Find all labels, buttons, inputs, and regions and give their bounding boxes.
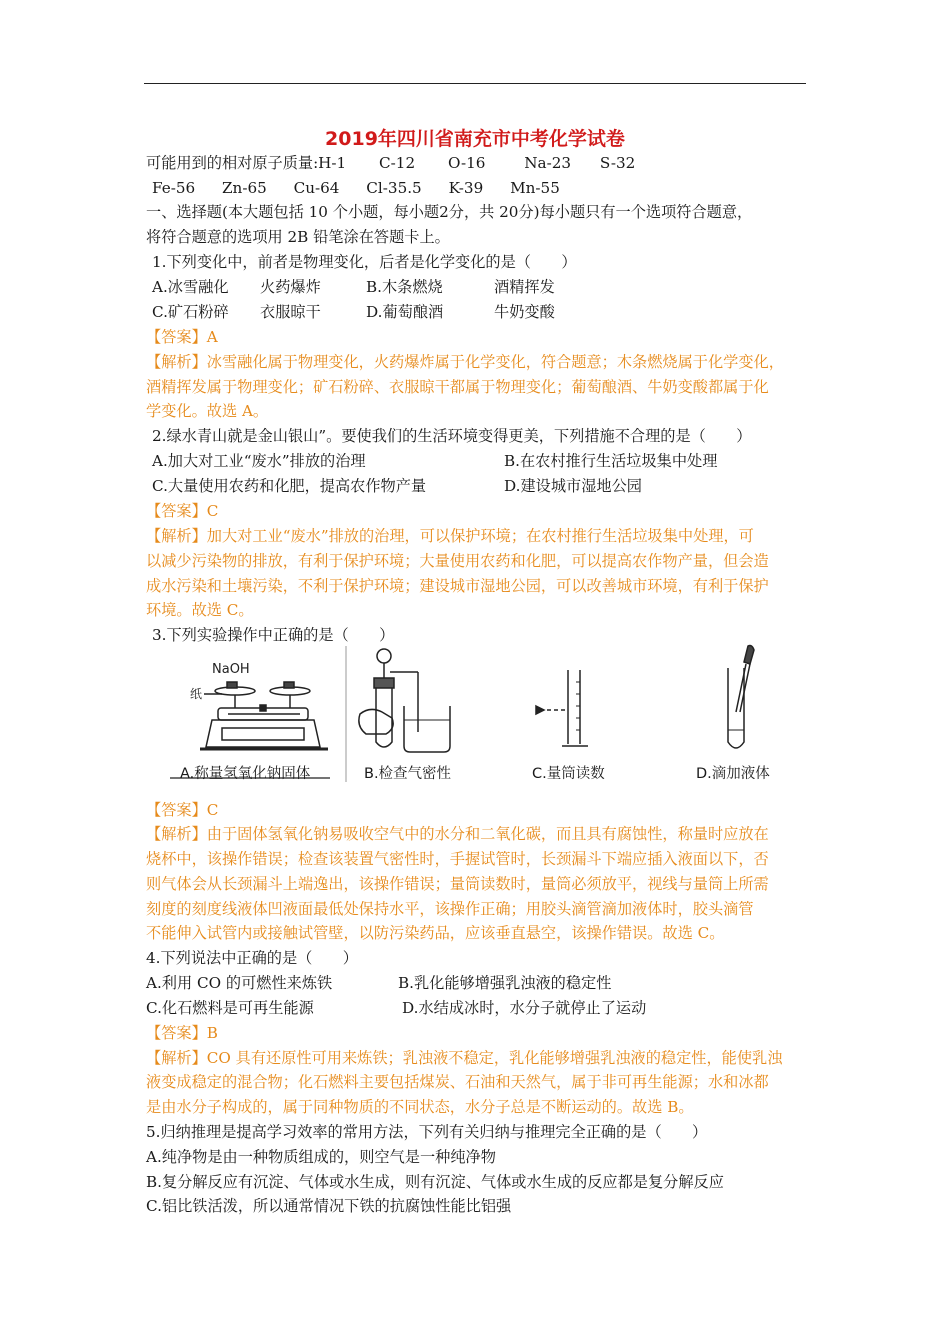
question-4-options-cd [146, 996, 810, 1021]
question-4-analysis-line: 是由水分子构成的，属于同种物质的不同状态，水分子总是不断运动的。故选 B。 [146, 1098, 694, 1116]
atomic-mass-label: 可能用到的相对原子质量:H-1 [146, 154, 347, 172]
question-3-analysis-line: 刻度的刻度线液体凹液面最低处保持水平，该操作正确；用胶头滴管滴加液体时，胶头滴管 [146, 900, 754, 918]
atomic-mass-item: Zn-65 [221, 179, 267, 197]
option-c: C.化石燃料是可再生能源 [146, 999, 314, 1017]
section-heading-1: 一、选择题(本大题包括 10 个小题，每小题2分，共 20分)每小题只有一个选项符合题意， [146, 203, 753, 221]
option-a: A.纯净物是由一种物质组成的，则空气是一种纯净物 [146, 1148, 496, 1166]
option-a-2: 火药爆炸 [260, 278, 321, 296]
cylinder-illustration [536, 670, 588, 746]
naoh-label: NaOH [212, 662, 250, 677]
option-c: C.铝比铁活泼，所以通常情况下铁的抗腐蚀性能比铝强 [146, 1197, 512, 1215]
question-4-answer: 【答案】B [146, 1024, 218, 1042]
option-b: B.在农村推行生活垃圾集中处理 [504, 452, 718, 470]
paper-label: 纸 [190, 687, 203, 701]
question-4-analysis-line: 液变成稳定的混合物；化石燃料主要包括煤炭、石油和天然气，属于非可再生能源；水和冰都 [146, 1073, 769, 1091]
atomic-mass-item: K-39 [448, 179, 484, 197]
question-2-answer: 【答案】C [146, 502, 219, 520]
question-2-stem: 2.绿水青山就是金山银山”。要使我们的生活环境变得更美，下列措施不合理的是（ ） [152, 427, 752, 445]
question-1-options-ab [152, 275, 816, 300]
question-1-analysis-line: 酒精挥发属于物理变化；矿石粉碎、衣服晾干都属于物理变化；葡萄酿酒、牛奶变酸都属于化 [146, 378, 769, 396]
question-1-options-cd [152, 300, 816, 325]
atomic-mass-item: Fe-56 [152, 179, 196, 197]
atomic-mass-item: Mn-55 [510, 179, 560, 197]
caption-c: C.量筒读数 [532, 766, 605, 782]
atomic-mass-row-1 [146, 151, 810, 176]
option-a: A.利用 CO 的可燃性来炼铁 [146, 974, 333, 992]
question-3-analysis-line: 烧杯中，该操作错误；检查该装置气密性时，手握试管时，长颈漏斗下端应插入液面以下，否 [146, 850, 769, 868]
option-a: A.冰雪融化 [152, 278, 229, 296]
option-c: C.矿石粉碎 [152, 303, 229, 321]
caption-b: B.检查气密性 [364, 766, 452, 782]
atomic-mass-item: Cl-35.5 [366, 179, 422, 197]
section-heading-2: 将符合题意的选项用 2B 铅笔涂在答题卡上。 [146, 228, 450, 246]
option-c-2: 衣服晾干 [260, 303, 321, 321]
dropper-illustration [728, 646, 754, 749]
atomic-mass-row-2 [152, 176, 816, 201]
option-d: D.葡萄酿酒 [366, 303, 444, 321]
question-2-options-cd [152, 474, 816, 499]
atomic-mass-item: C-12 [379, 154, 416, 172]
option-d: D.水结成冰时，水分子就停止了运动 [402, 999, 647, 1017]
question-5-stem: 5.归纳推理是提高学习效率的常用方法，下列有关归纳与推理完全正确的是（ ） [146, 1123, 708, 1141]
caption-a: A.称量氢氧化钠固体 [180, 766, 311, 782]
question-4-options-ab [146, 971, 810, 996]
question-3-analysis-line: 【解析】由于固体氢氧化钠易吸收空气中的水分和二氧化碳，而且具有腐蚀性，称量时应放在 [146, 825, 769, 843]
atomic-mass-item: S-32 [599, 154, 636, 172]
experiment-figure [160, 642, 800, 787]
question-4-stem: 4.下列说法中正确的是（ ） [146, 949, 358, 967]
balance-illustration [170, 662, 330, 778]
question-2-analysis-line: 成水污染和土壤污染，不利于保护环境；建设城市湿地公园，可以改善城市环境，有利于保护 [146, 577, 769, 595]
question-1-stem: 1.下列变化中，前者是物理变化，后者是化学变化的是（ ） [152, 253, 577, 271]
option-b: B.木条燃烧 [366, 278, 443, 296]
question-2-analysis-line: 环境。故选 C。 [146, 601, 254, 619]
header-rule [144, 83, 806, 84]
option-b: B.复分解反应有沉淀、气体或水生成，则有沉淀、气体或水生成的反应都是复分解反应 [146, 1173, 724, 1191]
question-1-analysis-line: 学变化。故选 A。 [146, 402, 269, 420]
question-3-answer: 【答案】C [146, 801, 219, 819]
option-c: C.大量使用农药和化肥，提高农作物产量 [152, 477, 427, 495]
atomic-mass-item: Cu-64 [293, 179, 340, 197]
option-a: A.加大对工业“废水”排放的治理 [152, 452, 366, 470]
question-3-stem: 3.下列实验操作中正确的是（ ） [152, 626, 395, 644]
question-3-analysis-line: 不能伸入试管内或接触试管壁，以防污染药品，应该垂直悬空，该操作错误。故选 C。 [146, 924, 725, 942]
question-2-analysis-line: 【解析】加大对工业“废水”排放的治理，可以保护环境；在农村推行生活垃圾集中处理，可 [146, 527, 754, 545]
question-1-answer: 【答案】A [146, 328, 218, 346]
question-1-analysis-line: 【解析】冰雪融化属于物理变化，火药爆炸属于化学变化，符合题意；木条燃烧属于化学变化， [146, 353, 784, 371]
atomic-mass-item: O-16 [447, 154, 486, 172]
atomic-mass-item: Na-23 [524, 154, 572, 172]
airtightness-illustration [346, 646, 450, 782]
question-3-analysis-line: 则气体会从长颈漏斗上端逸出，该操作错误；量筒读数时，量筒必须放平，视线与量筒上所需 [146, 875, 769, 893]
option-b-2: 酒精挥发 [494, 278, 555, 296]
caption-d: D.滴加液体 [696, 766, 770, 782]
option-d-2: 牛奶变酸 [494, 303, 555, 321]
question-2-analysis-line: 以减少污染物的排放，有利于保护环境；大量使用农药和化肥，可以提高农作物产量，但会造 [146, 552, 769, 570]
question-2-options-ab [152, 449, 816, 474]
option-d: D.建设城市湿地公园 [504, 477, 642, 495]
page-title: 2019年四川省南充市中考化学试卷 [325, 128, 625, 150]
question-4-analysis-line: 【解析】CO 具有还原性可用来炼铁；乳浊液不稳定，乳化能够增强乳浊液的稳定性，能使乳浊 [146, 1049, 783, 1067]
option-b: B.乳化能够增强乳浊液的稳定性 [398, 974, 612, 992]
